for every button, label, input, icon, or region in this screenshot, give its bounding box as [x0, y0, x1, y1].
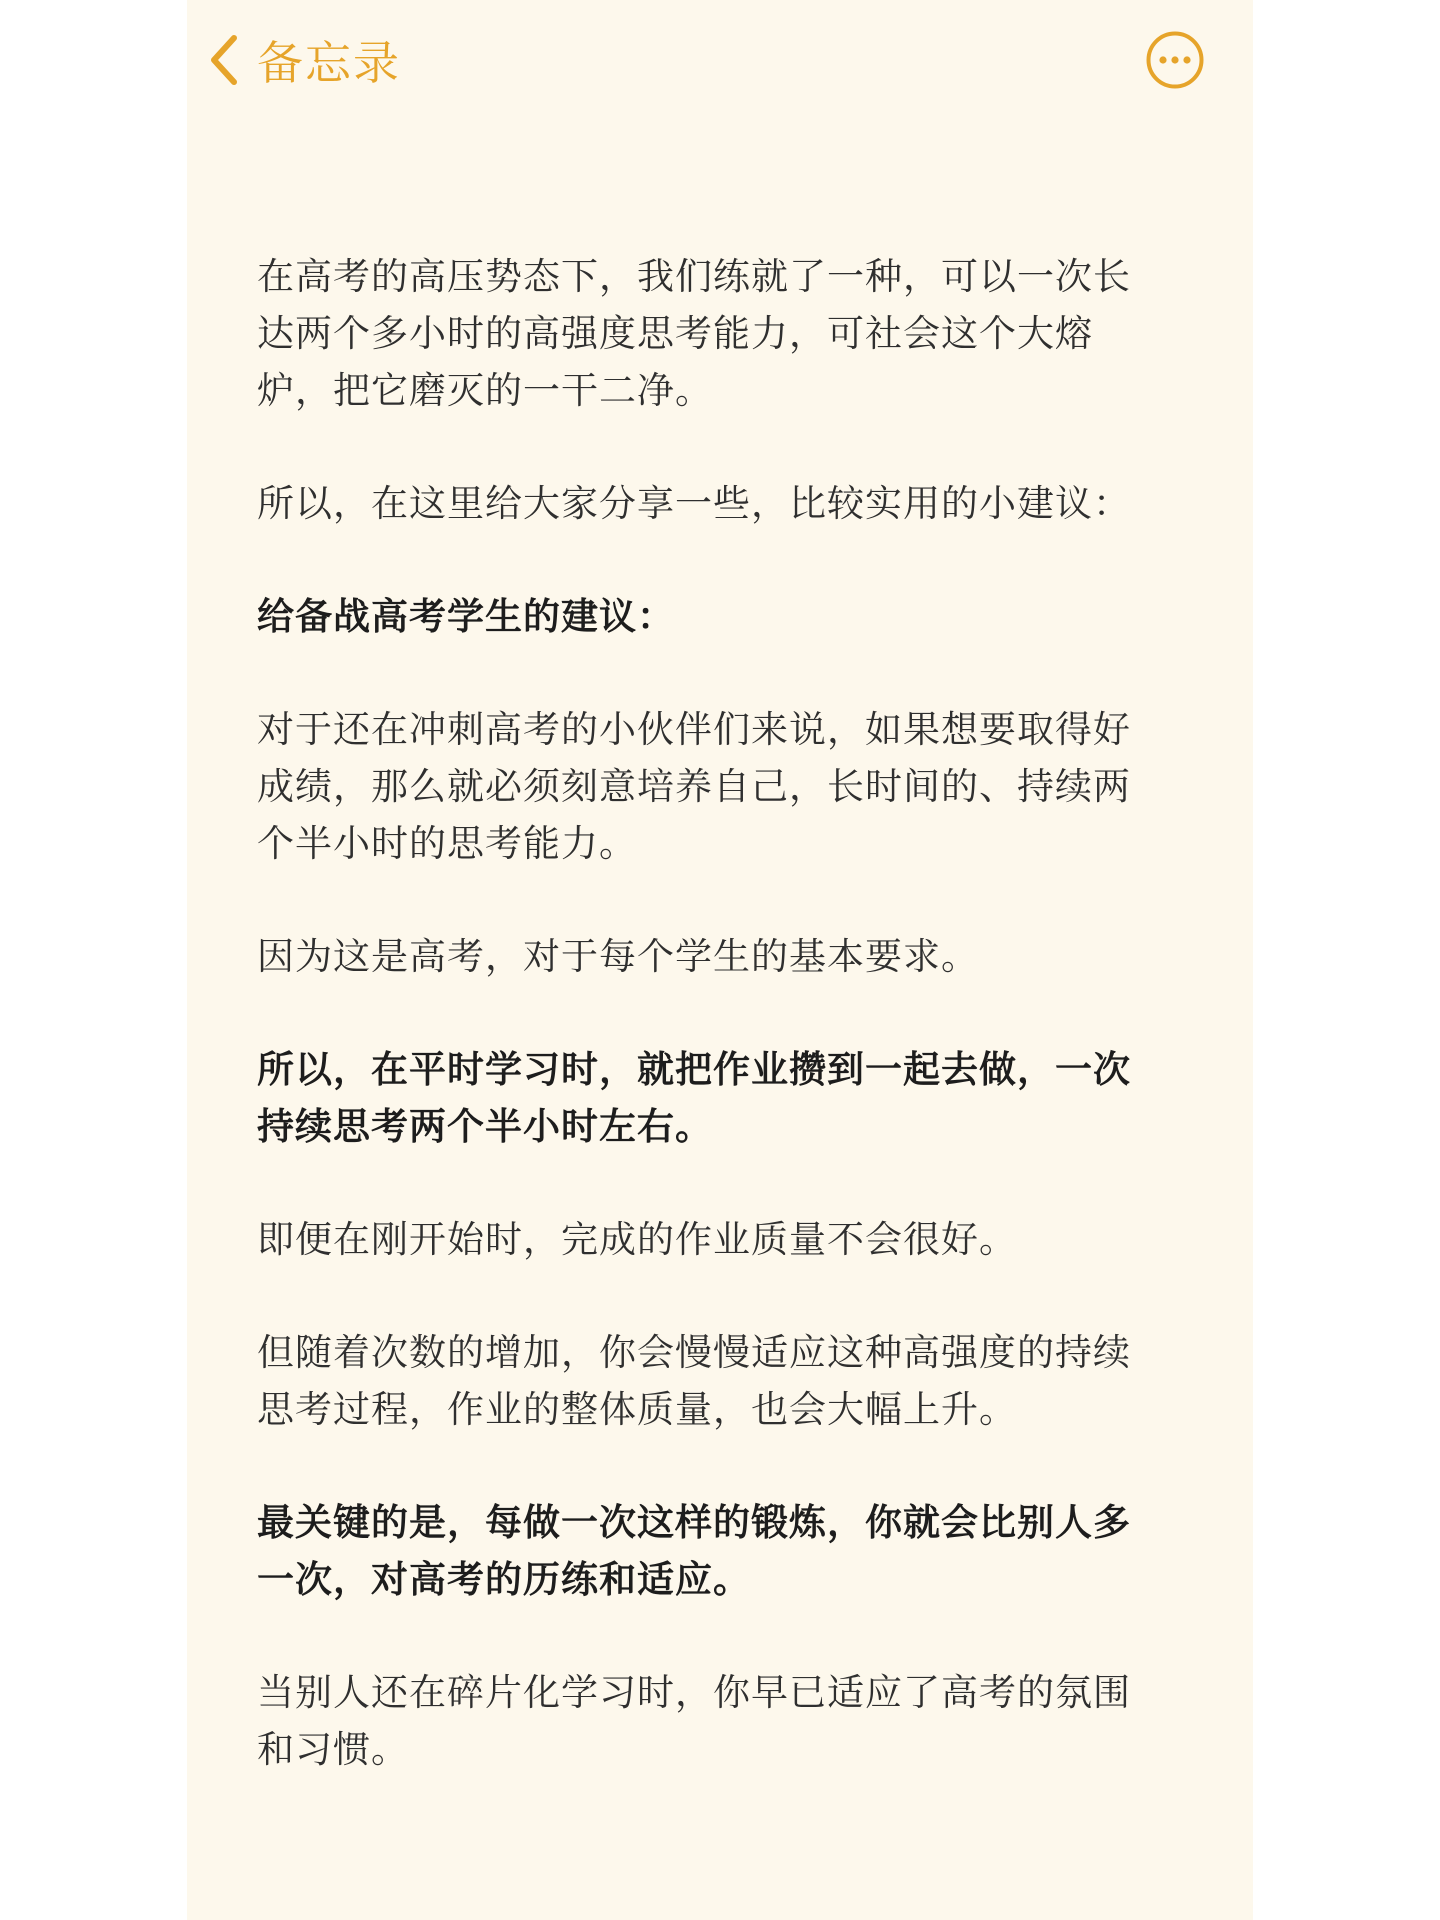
back-button[interactable] — [209, 26, 401, 94]
back-button-label: 备忘录 — [257, 36, 401, 90]
note-paragraph: 因为这是高考，对于每个学生的基本要求。 — [257, 935, 979, 978]
ellipsis-circle-icon — [1145, 30, 1205, 90]
note-paragraph: 在高考的高压势态下，我们练就了一种，可以一次长达两个多小时的高强度思考能力，可社会这个大熔炉，把它磨灭的一干二净。 — [257, 255, 1131, 412]
note-paragraph: 给备战高考学生的建议： — [257, 595, 675, 638]
notes-screen — [187, 0, 1253, 1920]
note-paragraph: 当别人还在碎片化学习时，你早已适应了高考的氛围和习惯。 — [257, 1671, 1131, 1771]
note-paragraph: 即便在刚开始时，完成的作业质量不会很好。 — [257, 1218, 1017, 1261]
navigation-bar — [187, 0, 1253, 130]
chevron-left-icon — [209, 34, 239, 86]
note-paragraph: 最关键的是，每做一次这样的锻炼，你就会比别人多一次，对高考的历练和适应。 — [257, 1501, 1131, 1601]
note-paragraph: 所以，在这里给大家分享一些，比较实用的小建议： — [257, 482, 1131, 525]
note-paragraph: 但随着次数的增加，你会慢慢适应这种高强度的持续思考过程，作业的整体质量，也会大幅上升。 — [257, 1331, 1131, 1431]
more-options-button[interactable] — [1145, 30, 1205, 90]
note-paragraph: 所以，在平时学习时，就把作业攒到一起去做，一次持续思考两个半小时左右。 — [257, 1048, 1131, 1148]
note-paragraph: 对于还在冲刺高考的小伙伴们来说，如果想要取得好成绩，那么就必须刻意培养自己，长时间的、持续两个半小时的思考能力。 — [257, 708, 1131, 865]
note-body[interactable] — [257, 248, 1167, 1834]
